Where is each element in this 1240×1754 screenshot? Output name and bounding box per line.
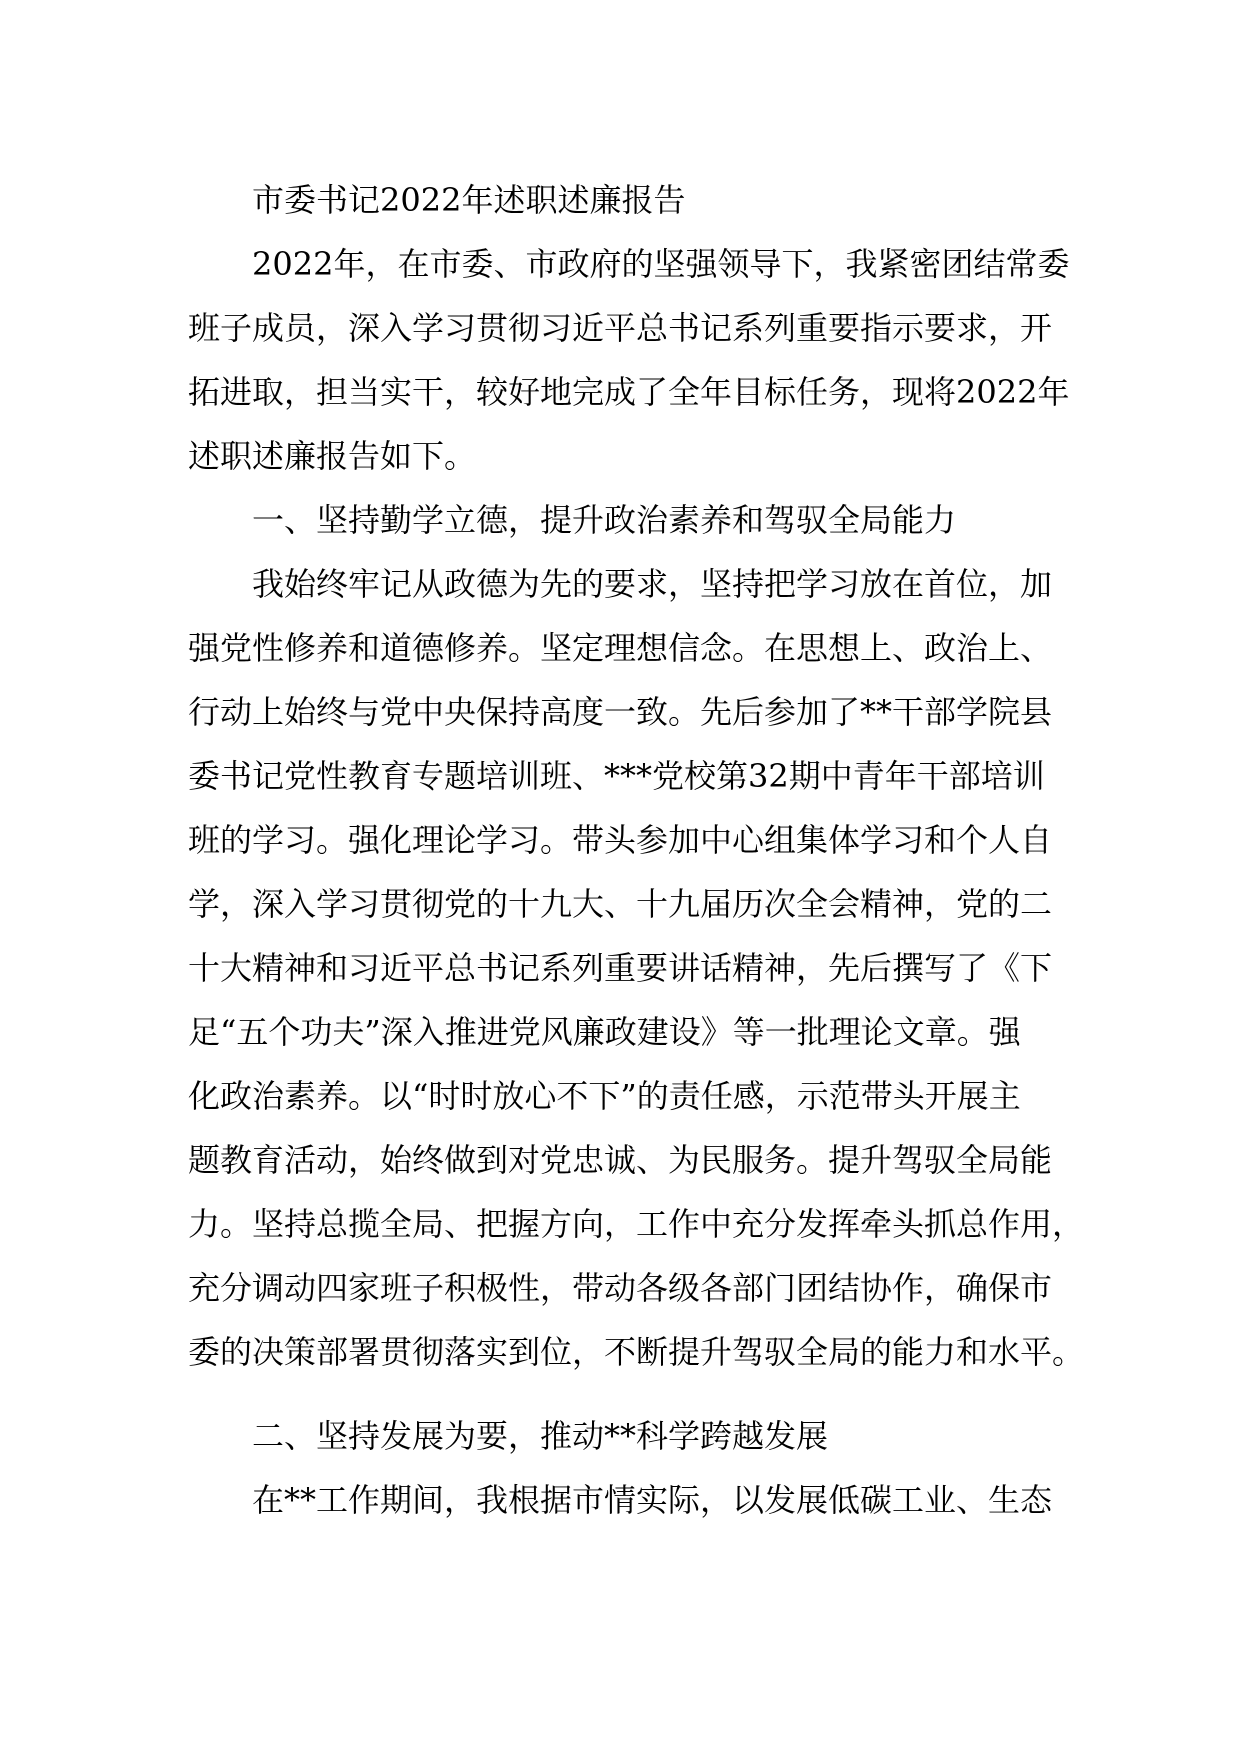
- section2-heading: 二、坚持发展为要，推动**科学跨越发展: [252, 1417, 829, 1455]
- intro-line: 述职述廉报告如下。: [188, 437, 477, 475]
- section2-line: 在**工作期间，我根据市情实际，以发展低碳工业、生态: [252, 1481, 1053, 1519]
- intro-line: 拓进取，担当实干，较好地完成了全年目标任务，现将2022年: [188, 373, 1070, 411]
- section1-line: 委的决策部署贯彻落实到位，不断提升驾驭全局的能力和水平。: [188, 1333, 1085, 1371]
- section1-line: 十大精神和习近平总书记系列重要讲话精神，先后撰写了《下: [188, 949, 1053, 987]
- section1-line: 行动上始终与党中央保持高度一致。先后参加了**干部学院县: [188, 693, 1053, 731]
- section1-line: 化政治素养。以“时时放心不下”的责任感，示范带头开展主: [188, 1077, 1021, 1115]
- section1-line: 题教育活动，始终做到对党忠诚、为民服务。提升驾驭全局能: [188, 1141, 1053, 1179]
- section1-line: 充分调动四家班子积极性，带动各级各部门团结协作，确保市: [188, 1269, 1053, 1307]
- section1-heading: 一、坚持勤学立德，提升政治素养和驾驭全局能力: [252, 501, 957, 539]
- document-page: [188, 168, 1085, 1532]
- section1-line: 学，深入学习贯彻党的十九大、十九届历次全会精神，党的二: [188, 885, 1053, 923]
- section1-line: 我始终牢记从政德为先的要求，坚持把学习放在首位，加: [252, 565, 1053, 603]
- intro-line: 班子成员，深入学习贯彻习近平总书记系列重要指示要求，开: [188, 309, 1053, 347]
- paragraph-gap: [188, 1384, 1068, 1404]
- section1-line: 足“五个功夫”深入推进党风廉政建设》等一批理论文章。强: [188, 1013, 1021, 1051]
- section1-line: 委书记党性教育专题培训班、***党校第32期中青年干部培训: [188, 757, 1045, 795]
- section1-line: 强党性修养和道德修养。坚定理想信念。在思想上、政治上、: [188, 629, 1053, 667]
- document-title: 市委书记2022年述职述廉报告: [252, 181, 686, 219]
- intro-line: 2022年，在市委、市政府的坚强领导下，我紧密团结常委: [252, 245, 1070, 283]
- section1-line: 力。坚持总揽全局、把握方向，工作中充分发挥牵头抓总作用，: [188, 1205, 1085, 1243]
- section1-line: 班的学习。强化理论学习。带头参加中心组集体学习和个人自: [188, 821, 1053, 859]
